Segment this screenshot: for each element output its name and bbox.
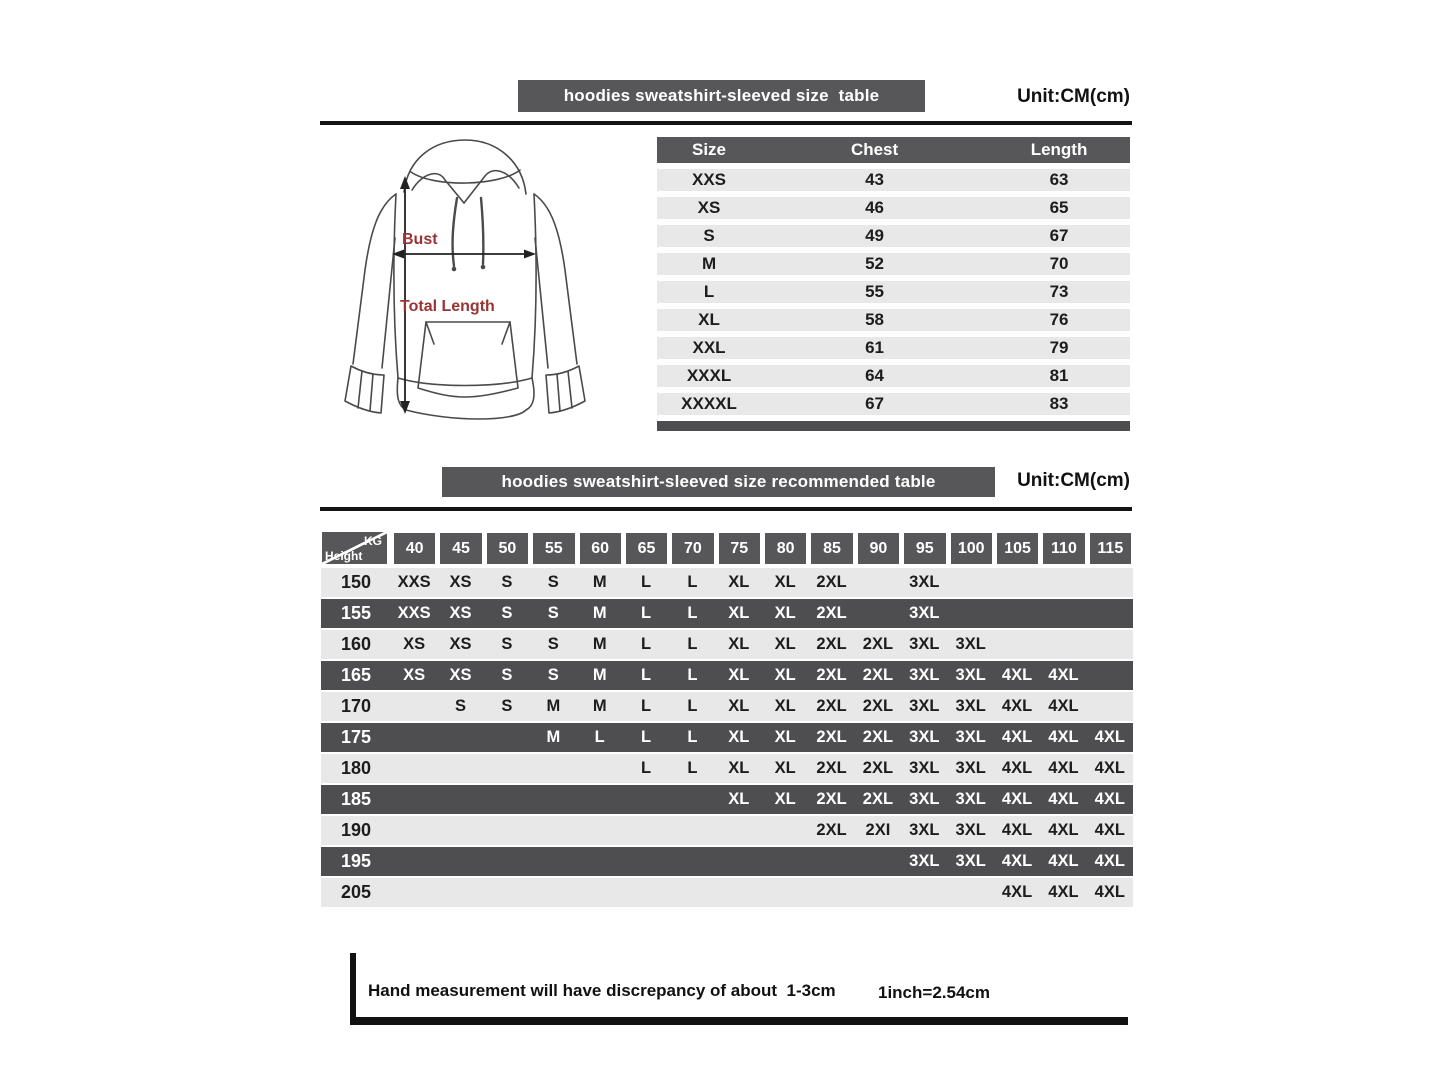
- height-cell: 170: [340, 696, 372, 716]
- size-cell: L: [687, 635, 698, 653]
- size-cell: XL: [774, 790, 796, 808]
- size-cell: XL: [774, 604, 796, 622]
- weight-header-cell: 80: [765, 533, 806, 564]
- weight-header-cell: 115: [1090, 533, 1131, 564]
- weight-header-cell: 40: [394, 533, 435, 564]
- matrix-header-row: [321, 531, 1133, 568]
- weight-header-cell: 65: [626, 533, 667, 564]
- size-cell: 2XI: [865, 821, 891, 839]
- divider-line: [320, 507, 1132, 511]
- size-cell: XL: [698, 310, 720, 329]
- kg-label: KG: [364, 534, 382, 548]
- size-cell: L: [687, 666, 698, 684]
- chest-cell: 64: [865, 366, 885, 385]
- length-cell: 63: [1049, 170, 1069, 189]
- chest-cell: 61: [865, 338, 885, 357]
- size-cell: XS: [449, 604, 472, 622]
- chest-cell: 49: [865, 226, 885, 245]
- bust-label: Bust: [402, 231, 438, 248]
- size-cell: XL: [728, 697, 750, 715]
- size-cell: M: [546, 697, 561, 715]
- matrix-row: [321, 692, 1133, 721]
- size-cell: XXS: [397, 604, 431, 622]
- size-cell: XXS: [397, 573, 431, 591]
- size-cell: M: [592, 604, 607, 622]
- footer-bottom-bar: [350, 1017, 1128, 1025]
- table-row: [657, 309, 1130, 331]
- size-cell: 2XL: [816, 697, 847, 715]
- size-cell: 2XL: [862, 790, 894, 808]
- height-cell: 185: [340, 789, 372, 809]
- size-cell: 2XL: [816, 573, 847, 591]
- size-cell: L: [703, 282, 715, 301]
- size-cell: M: [592, 573, 607, 591]
- size-cell: L: [641, 666, 652, 684]
- column-header-length: Length: [1030, 140, 1088, 159]
- size-cell: 2XL: [816, 759, 847, 777]
- weight-header-cell: 95: [904, 533, 945, 564]
- length-cell: 65: [1049, 198, 1069, 217]
- size-cell: 4XL: [1001, 697, 1033, 715]
- size-cell: 3XL: [909, 728, 940, 746]
- size-cell: L: [641, 759, 652, 777]
- size-cell: 4XL: [1001, 790, 1033, 808]
- weight-header-cell: 100: [951, 533, 992, 564]
- table-row: [657, 253, 1130, 275]
- kg-height-corner-cell: [322, 532, 387, 564]
- size-cell: 2XL: [816, 666, 847, 684]
- size-cell: XL: [728, 635, 750, 653]
- column-header-chest: Chest: [850, 140, 899, 159]
- size-cell: S: [547, 604, 559, 622]
- weight-header-cell: 110: [1043, 533, 1084, 564]
- footer-left-bar: [350, 953, 356, 1019]
- matrix-row: [321, 785, 1133, 814]
- size-cell: XL: [774, 635, 796, 653]
- size-cell: 4XL: [1048, 697, 1079, 715]
- size-cell: 2XL: [816, 821, 847, 839]
- size-cell: 4XL: [1001, 666, 1033, 684]
- size-cell: S: [703, 226, 715, 245]
- weight-header-cell: 55: [533, 533, 574, 564]
- size-table: [657, 137, 1130, 431]
- size-cell: 3XL: [955, 852, 986, 870]
- size-cell: 3XL: [955, 821, 986, 839]
- size-cell: XXS: [692, 170, 727, 189]
- weight-header-cell: 45: [440, 533, 481, 564]
- size-cell: 2XL: [862, 728, 894, 746]
- unit-label: Unit:CM(cm): [1017, 470, 1130, 491]
- measurement-note: Hand measurement will have discrepancy of about 1-3cm: [368, 981, 836, 1000]
- size-cell: 4XL: [1094, 759, 1125, 777]
- table-row: [657, 225, 1130, 247]
- measurement-arrows: [392, 176, 536, 414]
- size-cell: 2XL: [862, 666, 894, 684]
- size-cell: S: [547, 573, 559, 591]
- table-row: [657, 281, 1130, 303]
- size-cell: 4XL: [1048, 759, 1079, 777]
- size-cell: 2XL: [862, 759, 894, 777]
- size-cell: S: [547, 666, 559, 684]
- size-cell: M: [592, 666, 607, 684]
- height-cell: 180: [340, 758, 372, 778]
- size-cell: 2XL: [816, 635, 847, 653]
- chest-cell: 58: [865, 310, 885, 329]
- recommended-size-matrix: [321, 531, 1133, 909]
- size-cell: XL: [774, 666, 796, 684]
- hoodie-line-art: [332, 128, 658, 458]
- size-cell: L: [641, 635, 652, 653]
- length-cell: 79: [1049, 338, 1069, 357]
- size-cell: M: [701, 254, 717, 273]
- size-cell: 2XL: [862, 635, 894, 653]
- size-cell: S: [501, 666, 513, 684]
- matrix-row: [321, 599, 1133, 628]
- length-cell: 70: [1049, 254, 1069, 273]
- weight-header-cell: 75: [719, 533, 760, 564]
- size-cell: 4XL: [1048, 728, 1079, 746]
- divider-line: [320, 121, 1132, 125]
- size-cell: XXL: [692, 338, 726, 357]
- size-cell: 4XL: [1094, 790, 1125, 808]
- size-cell: 4XL: [1094, 883, 1125, 901]
- height-cell: 205: [340, 882, 372, 902]
- size-cell: XXXL: [686, 366, 732, 385]
- size-cell: XS: [403, 635, 426, 653]
- size-cell: XL: [774, 573, 796, 591]
- size-cell: L: [641, 728, 652, 746]
- table-row: [657, 365, 1130, 387]
- size-cell: 3XL: [955, 635, 986, 653]
- height-cell: 165: [340, 665, 372, 685]
- size-cell: XS: [449, 635, 472, 653]
- size-cell: XL: [728, 573, 750, 591]
- matrix-row: [321, 661, 1133, 690]
- size-cell: S: [455, 697, 467, 715]
- size-cell: 4XL: [1001, 852, 1033, 870]
- size-cell: 3XL: [909, 635, 940, 653]
- size-cell: 4XL: [1094, 852, 1125, 870]
- chest-cell: 55: [865, 282, 885, 301]
- height-cell: 190: [340, 820, 372, 840]
- size-cell: S: [501, 635, 513, 653]
- size-cell: XL: [774, 728, 796, 746]
- weight-header-cell: 85: [811, 533, 852, 564]
- table-row: [657, 337, 1130, 359]
- size-cell: 4XL: [1048, 821, 1079, 839]
- size-cell: XS: [697, 198, 721, 217]
- chest-cell: 43: [865, 170, 885, 189]
- size-cell: 3XL: [909, 790, 940, 808]
- size-cell: L: [641, 697, 652, 715]
- size-cell: 4XL: [1001, 759, 1033, 777]
- height-label: Height: [325, 549, 363, 563]
- matrix-row: [321, 878, 1133, 907]
- size-cell: L: [687, 697, 698, 715]
- table-bottom-bar: [657, 421, 1130, 431]
- table-row: [657, 393, 1130, 415]
- size-cell: L: [687, 573, 698, 591]
- size-cell: 3XL: [955, 790, 986, 808]
- size-cell: 4XL: [1048, 666, 1079, 684]
- length-cell: 76: [1049, 310, 1069, 329]
- size-cell: M: [592, 635, 607, 653]
- size-cell: 2XL: [816, 604, 847, 622]
- size-cell: 3XL: [909, 852, 940, 870]
- size-cell: 3XL: [909, 821, 940, 839]
- matrix-row: [321, 847, 1133, 876]
- size-cell: 2XL: [816, 728, 847, 746]
- size-cell: L: [594, 728, 605, 746]
- size-cell: S: [547, 635, 559, 653]
- size-cell: 3XL: [909, 666, 940, 684]
- size-cell: 3XL: [955, 759, 986, 777]
- size-cell: XS: [449, 666, 472, 684]
- size-cell: S: [501, 604, 513, 622]
- table-row: [657, 169, 1130, 191]
- size-cell: 3XL: [955, 728, 986, 746]
- matrix-row: [321, 816, 1133, 845]
- size-cell: S: [501, 573, 513, 591]
- height-cell: 160: [340, 634, 372, 654]
- size-cell: 3XL: [909, 604, 940, 622]
- weight-header-cell: 70: [672, 533, 713, 564]
- size-cell: 4XL: [1048, 883, 1079, 901]
- size-cell: XS: [449, 573, 472, 591]
- size-cell: XL: [774, 697, 796, 715]
- height-cell: 175: [340, 727, 372, 747]
- matrix-body: [321, 568, 1133, 907]
- size-cell: L: [641, 573, 652, 591]
- size-cell: 2XL: [816, 790, 847, 808]
- size-cell: 4XL: [1001, 821, 1033, 839]
- inch-conversion-note: 1inch=2.54cm: [878, 983, 990, 1002]
- size-cell: L: [687, 728, 698, 746]
- size-cell: S: [501, 697, 513, 715]
- size-cell: 3XL: [955, 666, 986, 684]
- weight-header-cell: 60: [580, 533, 621, 564]
- weight-header-cell: 105: [997, 533, 1038, 564]
- height-cell: 150: [340, 572, 372, 592]
- column-header-size: Size: [692, 140, 727, 159]
- size-cell: XL: [774, 759, 796, 777]
- matrix-row: [321, 568, 1133, 597]
- size-cell: XL: [728, 759, 750, 777]
- size-cell: L: [687, 604, 698, 622]
- size-cell: M: [546, 728, 561, 746]
- unit-label: Unit:CM(cm): [1017, 86, 1130, 107]
- height-cell: 195: [340, 851, 372, 871]
- chest-cell: 67: [865, 394, 885, 413]
- height-cell: 155: [340, 603, 372, 623]
- size-cell: 2XL: [862, 697, 894, 715]
- chest-cell: 52: [865, 254, 885, 273]
- size-cell: L: [641, 604, 652, 622]
- matrix-row: [321, 630, 1133, 659]
- size-cell: 4XL: [1094, 821, 1125, 839]
- size-cell: 3XL: [909, 697, 940, 715]
- recommended-table-title: hoodies sweatshirt-sleeved size recommended table: [442, 467, 995, 497]
- size-cell: XXXXL: [681, 394, 737, 413]
- size-cell: XL: [728, 790, 750, 808]
- size-cell: 4XL: [1001, 728, 1033, 746]
- size-cell: XL: [728, 666, 750, 684]
- table-row: [657, 197, 1130, 219]
- size-cell: XS: [403, 666, 426, 684]
- size-cell: 3XL: [955, 697, 986, 715]
- length-cell: 81: [1049, 366, 1069, 385]
- matrix-row: [321, 723, 1133, 752]
- size-cell: 4XL: [1001, 883, 1033, 901]
- size-cell: 4XL: [1094, 728, 1125, 746]
- length-cell: 67: [1049, 226, 1069, 245]
- size-cell: 4XL: [1048, 790, 1079, 808]
- total-length-label: Total Length: [400, 298, 495, 315]
- size-cell: XL: [728, 728, 750, 746]
- length-cell: 73: [1049, 282, 1069, 301]
- size-cell: 3XL: [909, 759, 940, 777]
- size-table-header: [657, 137, 1130, 163]
- matrix-row: [321, 754, 1133, 783]
- weight-header-cell: 90: [858, 533, 899, 564]
- size-cell: L: [687, 759, 698, 777]
- size-table-title: hoodies sweatshirt-sleeved size table: [518, 80, 925, 112]
- size-cell: XL: [728, 604, 750, 622]
- size-cell: 4XL: [1048, 852, 1079, 870]
- length-cell: 83: [1049, 394, 1069, 413]
- hoodie-illustration: [332, 128, 658, 458]
- size-table-body: [657, 169, 1130, 415]
- weight-header-cell: 50: [487, 533, 528, 564]
- chest-cell: 46: [865, 198, 885, 217]
- size-cell: M: [592, 697, 607, 715]
- size-cell: 3XL: [909, 573, 940, 591]
